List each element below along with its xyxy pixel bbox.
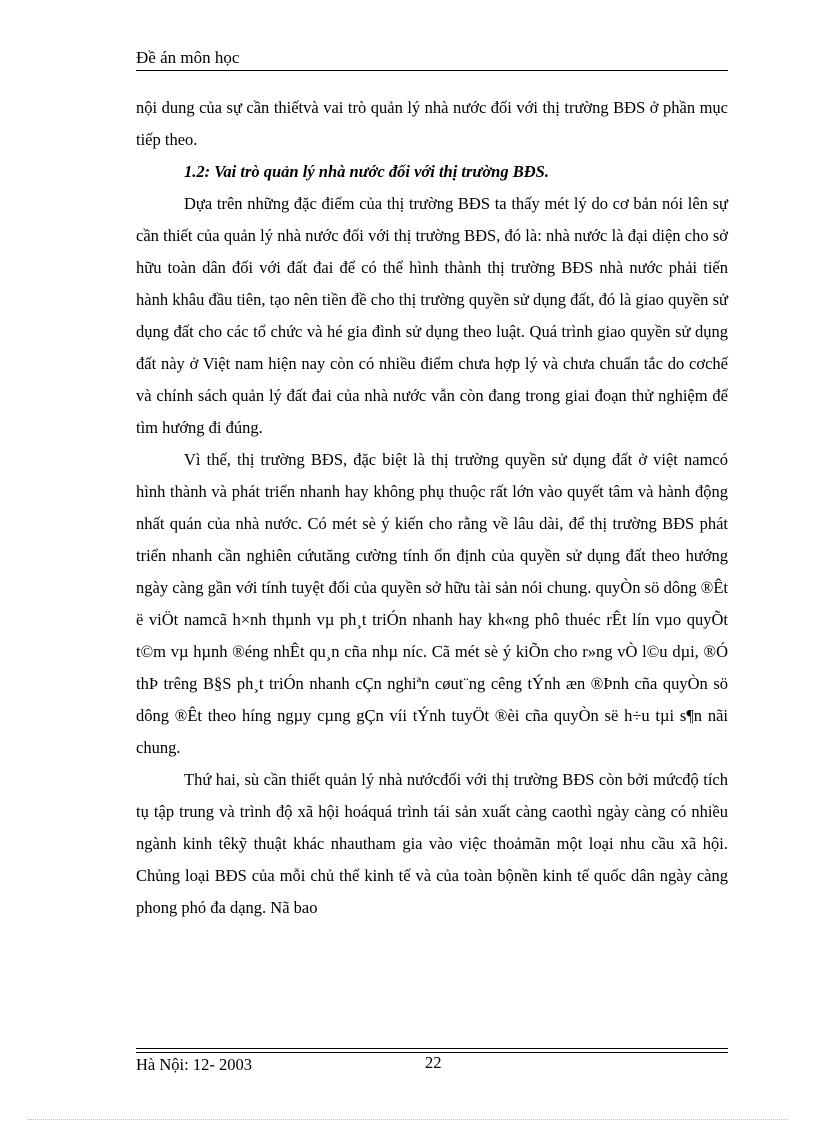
paragraph-3: Thứ hai, sù cần thiết quản lý nhà nướcđối với thị trường BĐS còn bởi mứcđộ tích tụ tập trung và trình độ xã hội hoáquá trình tái sản xuất càng caothì ngày càng có nhiều ngành kinh têkỹ thuật khác nhautham gia vào việc thoảmãn một loại nhu cầu xã hội. Chủng loại BĐS của mỗi chủ thể kinh tế và của toàn bộnền kinh tế quốc dân ngày càng phong phó đa dạng. Nã bao [136,770,728,917]
paragraph-2: Vì thế, thị trường BĐS, đặc biệt là thị trường quyền sử dụng đất ở việt namcó hình thành và phát triển nhanh hay không phụ thuộc rất lớn vào quyết tâm và hành động nhất quán của nhà nước. Có mét sè ý kiến cho rằng về lâu dài, để thị trường BĐS phát triển nhanh cần nghiên cứutăng cường tính ổn định của quyền sử dụng đất theo hướng ngày càng gần với tính tuyệt đối của quyền sở hữu tài sản nói chung. quyÒn sö dông ®Êt ë viÖt namcã h×nh thµnh vµ ph¸t triÓn nhanh hay kh«ng phô thuéc rÊt lín vµo quyÕt t©m vµ hµnh ®éng nhÊt qu¸n cña nhµ níc. Cã mét sè ý kiÕn cho r»ng vÒ l©u dµi, ®Ó thÞ trêng B§S ph¸t triÓn nhanh cÇn nghiªn cøut¨ng cêng tÝnh æn ®Þnh cña quyÒn sö dông ®Êt theo híng ngµy cµng gÇn víi tÝnh tuyÖt ®èi cña quyÒn së h÷u tµi s¶n nãi chung. [136,450,728,757]
footer-location-date: Hà Nội: 12- 2003 [136,1055,252,1074]
header-rule [136,70,728,71]
page-body [136,92,728,924]
page-edge-dotted-line [28,1119,788,1120]
page-number: 22 [425,1053,442,1072]
paragraph-intro: nội dung của sự cần thiếtvà vai trò quản lý nhà nước đối với thị trường BĐS ở phần mục tiếp theo. [136,98,728,149]
paragraph-1: Dựa trên những đặc điểm của thị trường BĐS ta thấy mét lý do cơ bản nói lên sự cần thiết của quản lý nhà nước đối với thị trường BĐS, đó là: nhà nước là đại diện cho sở hữu toàn dân đối với đất đai để có thể hình thành thị trường BĐS nhà nước phải tiến hành khâu đầu tiên, tạo nên tiền đề cho thị trường quyền sử dụng đất, đó là giao quyền sử dụng đất cho các tổ chức và hé gia đình sử dụng theo luật. Quá trình giao quyền sử dụng đất này ở Việt nam hiện nay còn có nhiều điểm chưa hợp lý và chưa chuẩn tắc do cơchế và chính sách quản lý đất đai của nhà nước vẫn còn đang trong giai đoạn thử nghiệm để tìm hướng đi đúng. [136,194,728,437]
section-heading: 1.2: Vai trò quản lý nhà nước đối với thị trường BĐS. [184,162,549,181]
page-header-title: Đề án môn học [136,48,240,67]
